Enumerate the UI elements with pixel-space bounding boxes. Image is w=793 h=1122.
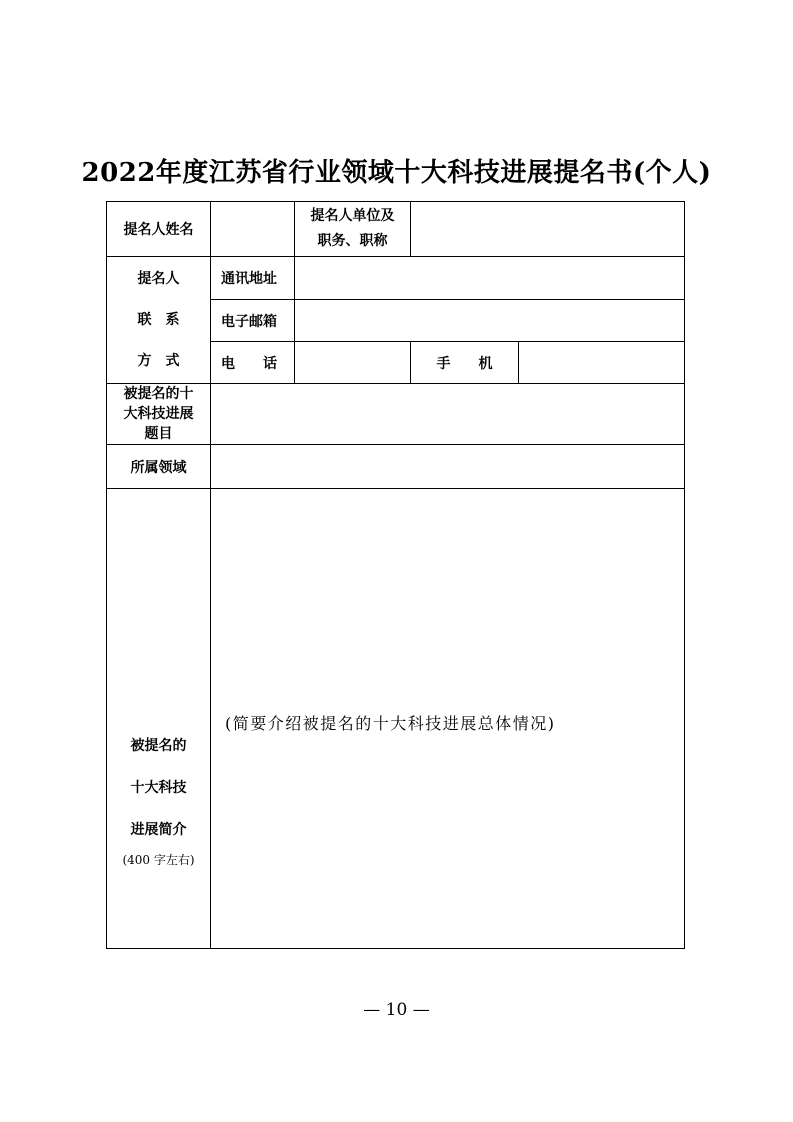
nominator-org-label-line1: 提名人单位及 [310, 208, 395, 224]
intro-placeholder-text: (简要介绍被提名的十大科技进展总体情况) [225, 714, 556, 733]
contact-label [107, 257, 211, 384]
email-field[interactable] [295, 300, 685, 342]
topic-label [107, 384, 211, 445]
topic-field[interactable] [211, 384, 685, 445]
topic-label-line3: 题目 [144, 426, 173, 442]
field-row [107, 445, 685, 489]
nomination-form-table [106, 201, 685, 949]
mobile-label: 手 机 [411, 342, 519, 384]
nominator-org-field[interactable] [411, 202, 685, 257]
document-title: 2022年度江苏省行业领域十大科技进展提名书(个人) [81, 158, 712, 188]
topic-label-line1: 被提名的十 [123, 386, 194, 402]
nominator-name-label: 提名人姓名 [107, 202, 211, 257]
field-field[interactable] [211, 445, 685, 489]
contact-label-line2: 联 系 [137, 311, 180, 328]
phone-label: 电 话 [211, 342, 295, 384]
intro-row [107, 489, 685, 949]
contact-label-line3: 方 式 [137, 352, 180, 369]
intro-label [107, 489, 211, 949]
intro-label-line3: 进展简介 [130, 821, 187, 838]
address-label: 通讯地址 [211, 257, 295, 300]
nominator-name-field[interactable] [211, 202, 295, 257]
intro-word-count-note: (400 字左右) [122, 852, 195, 867]
topic-label-line2: 大科技进展 [123, 406, 194, 422]
intro-label-line2: 十大科技 [130, 779, 187, 796]
email-label: 电子邮箱 [211, 300, 295, 342]
nominator-row [107, 202, 685, 257]
nominator-org-label [295, 202, 411, 257]
intro-label-line1: 被提名的 [130, 737, 187, 754]
nominator-org-label-line2: 职务、职称 [317, 233, 388, 249]
topic-row [107, 384, 685, 445]
intro-field[interactable] [211, 489, 685, 949]
address-row [107, 257, 685, 300]
mobile-field[interactable] [519, 342, 685, 384]
field-label: 所属领域 [107, 445, 211, 489]
contact-label-line1: 提名人 [137, 270, 180, 287]
page-number: — 10 — [363, 1000, 430, 1020]
address-field[interactable] [295, 257, 685, 300]
phone-field[interactable] [295, 342, 411, 384]
